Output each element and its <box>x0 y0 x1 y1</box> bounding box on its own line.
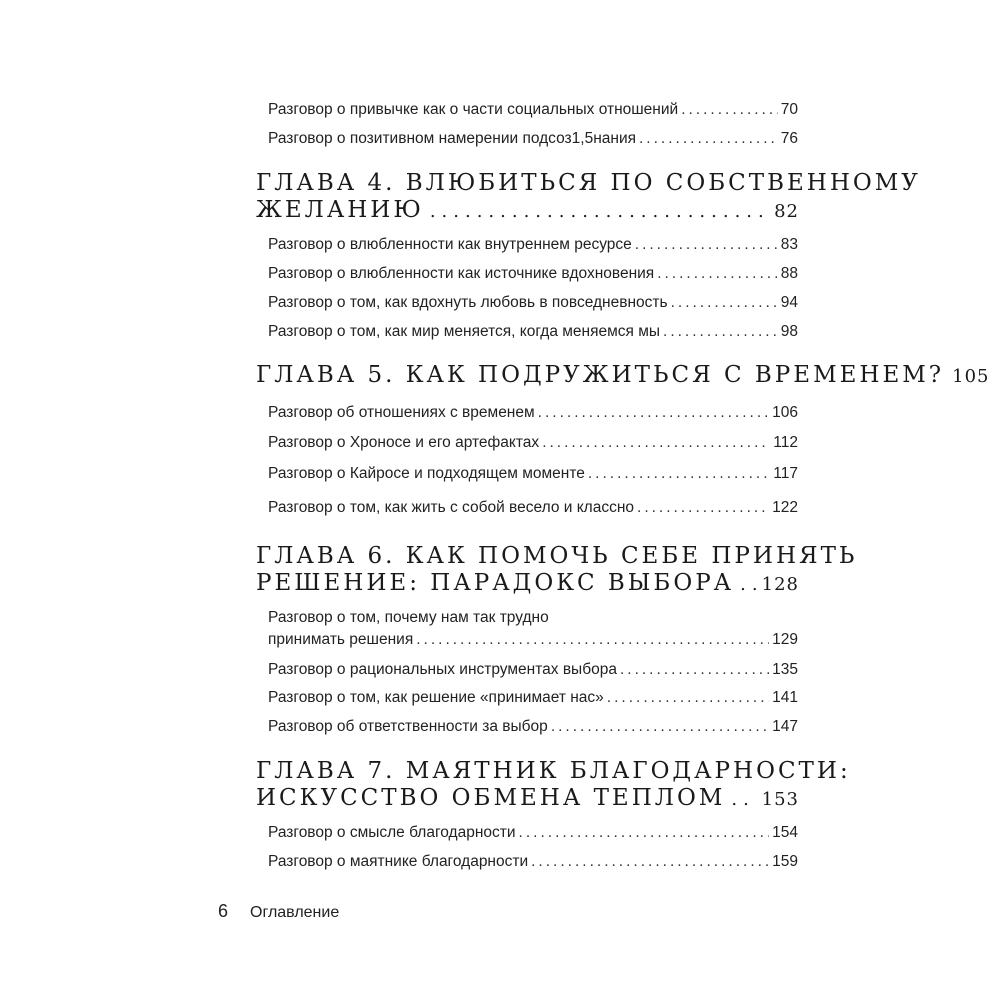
toc-entry[interactable] <box>268 716 798 738</box>
dot-leader <box>671 292 778 314</box>
chapter-title-line1: ГЛАВА 4. ВЛЮБИТЬСЯ ПО СОБСТВЕННОМУ <box>256 170 921 196</box>
chapter-title-line2: ЖЕЛАНИЮ <box>256 197 424 223</box>
toc-entry-title-line1: Разговор о том, почему нам так трудно <box>268 609 549 626</box>
chapter-title-line1: ГЛАВА 5. КАК ПОДРУЖИТЬСЯ С ВРЕМЕНЕМ? <box>256 362 945 388</box>
page-footer <box>218 901 339 922</box>
toc-entry[interactable] <box>268 687 798 709</box>
toc-entry-page: 117 <box>773 465 798 482</box>
dot-leader <box>637 497 769 519</box>
toc-entry[interactable] <box>268 851 798 873</box>
toc-entry[interactable] <box>268 402 798 424</box>
chapter-title-line1: ГЛАВА 6. КАК ПОМОЧЬ СЕБЕ ПРИНЯТЬ <box>256 543 858 569</box>
chapter-heading-6[interactable] <box>256 543 858 598</box>
toc-entry[interactable] <box>268 234 798 256</box>
toc-entry-title: Разговор о том, как решение «принимает нас» <box>268 689 604 706</box>
toc-entry-page: 83 <box>780 236 798 253</box>
dot-leader <box>588 463 770 485</box>
toc-entry-page: 112 <box>773 434 798 451</box>
toc-entry[interactable] <box>268 432 798 454</box>
toc-entry-page: 154 <box>772 824 798 841</box>
toc-entry-title: Разговор о позитивном намерении подсоз1,5нания <box>268 130 636 147</box>
toc-entry[interactable] <box>268 822 798 844</box>
dot-leader <box>519 822 770 844</box>
chapter-page: 82 <box>774 201 799 222</box>
dot-leader <box>731 786 755 813</box>
dot-leader <box>607 687 769 709</box>
toc-entry-page: 122 <box>772 499 798 516</box>
toc-entry[interactable] <box>268 128 798 150</box>
toc-entry-page: 147 <box>772 718 798 735</box>
toc-entry-page: 106 <box>772 404 798 421</box>
toc-entry[interactable] <box>268 292 798 314</box>
toc-entry[interactable] <box>268 99 798 121</box>
toc-entry-title: Разговор о привычке как о части социальных отношений <box>268 101 679 118</box>
dot-leader <box>416 629 769 651</box>
toc-entry[interactable] <box>268 263 798 285</box>
toc-entry-title: Разговор о рациональных инструментах выбора <box>268 661 617 678</box>
toc-entry-page: 76 <box>780 130 798 147</box>
dot-leader <box>635 234 778 256</box>
toc-entry-multiline[interactable] <box>268 607 798 651</box>
chapter-heading-7[interactable] <box>256 758 851 813</box>
dot-leader <box>430 198 768 225</box>
dot-leader <box>740 571 756 598</box>
toc-entry-title: принимать решения <box>268 631 414 648</box>
toc-entry-page: 88 <box>780 265 798 282</box>
toc-entry[interactable] <box>268 659 798 681</box>
toc-entry-page: 141 <box>772 689 798 706</box>
running-section-title: Оглавление <box>250 904 340 921</box>
toc-entry-page: 94 <box>780 294 798 311</box>
toc-entry[interactable] <box>268 497 798 519</box>
toc-entry-page: 70 <box>780 101 798 118</box>
dot-leader <box>531 851 769 873</box>
chapter-page: 153 <box>761 789 799 810</box>
toc-entry-page: 135 <box>772 661 798 678</box>
toc-entry-title: Разговор о том, как вдохнуть любовь в повседневность <box>268 294 668 311</box>
toc-entry-title: Разговор о влюбленности как внутреннем ресурсе <box>268 236 632 253</box>
toc-entry-title: Разговор о том, как жить с собой весело и классно <box>268 499 635 516</box>
toc-entry[interactable] <box>268 321 798 343</box>
toc-entry-title: Разговор о Кайросе и подходящем моменте <box>268 465 585 482</box>
dot-leader <box>551 716 769 738</box>
page-number: 6 <box>218 901 229 921</box>
toc-entry-page: 98 <box>780 323 798 340</box>
chapter-title-line2: ИСКУССТВО ОБМЕНА ТЕПЛОМ <box>256 785 726 811</box>
dot-leader <box>542 432 770 454</box>
dot-leader <box>657 263 778 285</box>
chapter-page: 128 <box>761 574 799 595</box>
chapter-title-line1: ГЛАВА 7. МАЯТНИК БЛАГОДАРНОСТИ: <box>256 758 851 784</box>
toc-entry-page: 159 <box>772 853 798 870</box>
toc-entry-title: Разговор о маятнике благодарности <box>268 853 529 870</box>
chapter-heading-5[interactable] <box>256 362 990 390</box>
toc-entry-title: Разговор о том, как мир меняется, когда меняемся мы <box>268 323 661 340</box>
chapter-page: 105 <box>952 366 990 387</box>
chapter-heading-4[interactable] <box>256 170 921 225</box>
chapter-title-line2: РЕШЕНИЕ: ПАРАДОКС ВЫБОРА <box>256 570 735 596</box>
dot-leader <box>681 99 778 121</box>
toc-entry-title: Разговор о влюбленности как источнике вдохновения <box>268 265 655 282</box>
dot-leader <box>663 321 778 343</box>
dot-leader <box>639 128 778 150</box>
toc-entry-title: Разговор об ответственности за выбор <box>268 718 548 735</box>
toc-entry-page: 129 <box>772 631 798 648</box>
toc-entry[interactable] <box>268 463 798 485</box>
toc-entry-title: Разговор об отношениях с временем <box>268 404 535 421</box>
toc-entry-title: Разговор о Хроносе и его артефактах <box>268 434 540 451</box>
dot-leader <box>538 402 769 424</box>
dot-leader <box>620 659 769 681</box>
toc-entry-title: Разговор о смысле благодарности <box>268 824 516 841</box>
